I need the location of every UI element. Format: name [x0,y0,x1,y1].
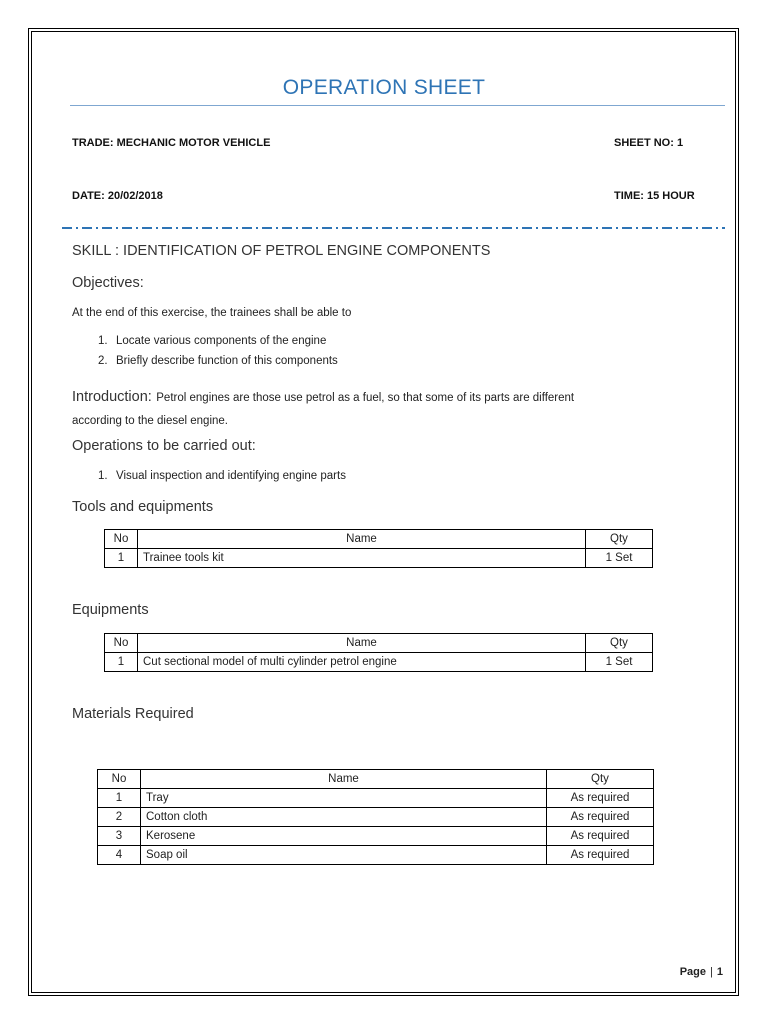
materials-table [97,769,654,865]
table-row [98,808,654,827]
page-separator: | [710,966,713,978]
introduction-text-cont: according to the diesel engine. [72,415,228,427]
cell-name: Soap oil [141,846,547,865]
introduction-paragraph [72,386,712,432]
header-qty: Qty [547,770,654,789]
header-no: No [105,530,138,549]
cell-no: 1 [98,789,141,808]
operations-heading: Operations to be carried out: [72,438,256,454]
header-no: No [105,634,138,653]
list-item [98,335,338,347]
table-row [98,846,654,865]
header-name: Name [141,770,547,789]
list-item [98,470,346,482]
equipments-table [104,633,653,672]
cell-name: Trainee tools kit [138,549,586,568]
operations-list [98,470,346,490]
cell-qty: 1 Set [586,549,653,568]
cell-qty: As required [547,808,654,827]
header-qty: Qty [586,530,653,549]
page-title: OPERATION SHEET [282,76,486,99]
date-label: DATE: 20/02/2018 [72,190,163,202]
cell-name: Kerosene [141,827,547,846]
table-row [98,789,654,808]
materials-heading: Materials Required [72,706,194,722]
introduction-text: Petrol engines are those use petrol as a fuel, so that some of its parts are different [156,392,575,404]
table-row [105,653,653,672]
table-row [105,549,653,568]
table-header-row [105,634,653,653]
table-row [98,827,654,846]
cell-no: 1 [105,653,138,672]
cell-qty: As required [547,846,654,865]
list-number: 2. [98,355,108,367]
dash-dot-divider [62,227,725,229]
table-header-row [105,530,653,549]
cell-no: 1 [105,549,138,568]
header-qty: Qty [586,634,653,653]
page-number: 1 [716,966,723,978]
introduction-heading: Introduction: [72,389,152,405]
cell-name: Cotton cloth [141,808,547,827]
cell-qty: 1 Set [586,653,653,672]
cell-no: 2 [98,808,141,827]
list-text: Visual inspection and identifying engine parts [116,470,346,482]
list-number: 1. [98,470,108,482]
list-item [98,355,338,367]
cell-qty: As required [547,827,654,846]
cell-no: 3 [98,827,141,846]
tools-table [104,529,653,568]
cell-qty: As required [547,789,654,808]
equipments-heading: Equipments [72,602,149,618]
table-header-row [98,770,654,789]
list-text: Locate various components of the engine [116,335,327,347]
time-label: TIME: 15 HOUR [614,190,695,202]
page-footer [680,966,723,978]
list-text: Briefly describe function of this components [116,355,338,367]
sheet-number: SHEET NO: 1 [614,137,684,149]
objectives-intro: At the end of this exercise, the trainees shall be able to [72,307,352,319]
objectives-list [98,335,338,375]
header-name: Name [138,530,586,549]
header-no: No [98,770,141,789]
cell-name: Cut sectional model of multi cylinder petrol engine [138,653,586,672]
page-label: Page [679,966,707,978]
objectives-heading: Objectives: [72,275,144,291]
header-name: Name [138,634,586,653]
trade-label: TRADE: MECHANIC MOTOR VEHICLE [72,137,271,149]
skill-heading: SKILL : IDENTIFICATION OF PETROL ENGINE COMPONENTS [72,243,491,259]
cell-no: 4 [98,846,141,865]
title-underline [70,105,725,106]
list-number: 1. [98,335,108,347]
cell-name: Tray [141,789,547,808]
tools-heading: Tools and equipments [72,499,214,515]
